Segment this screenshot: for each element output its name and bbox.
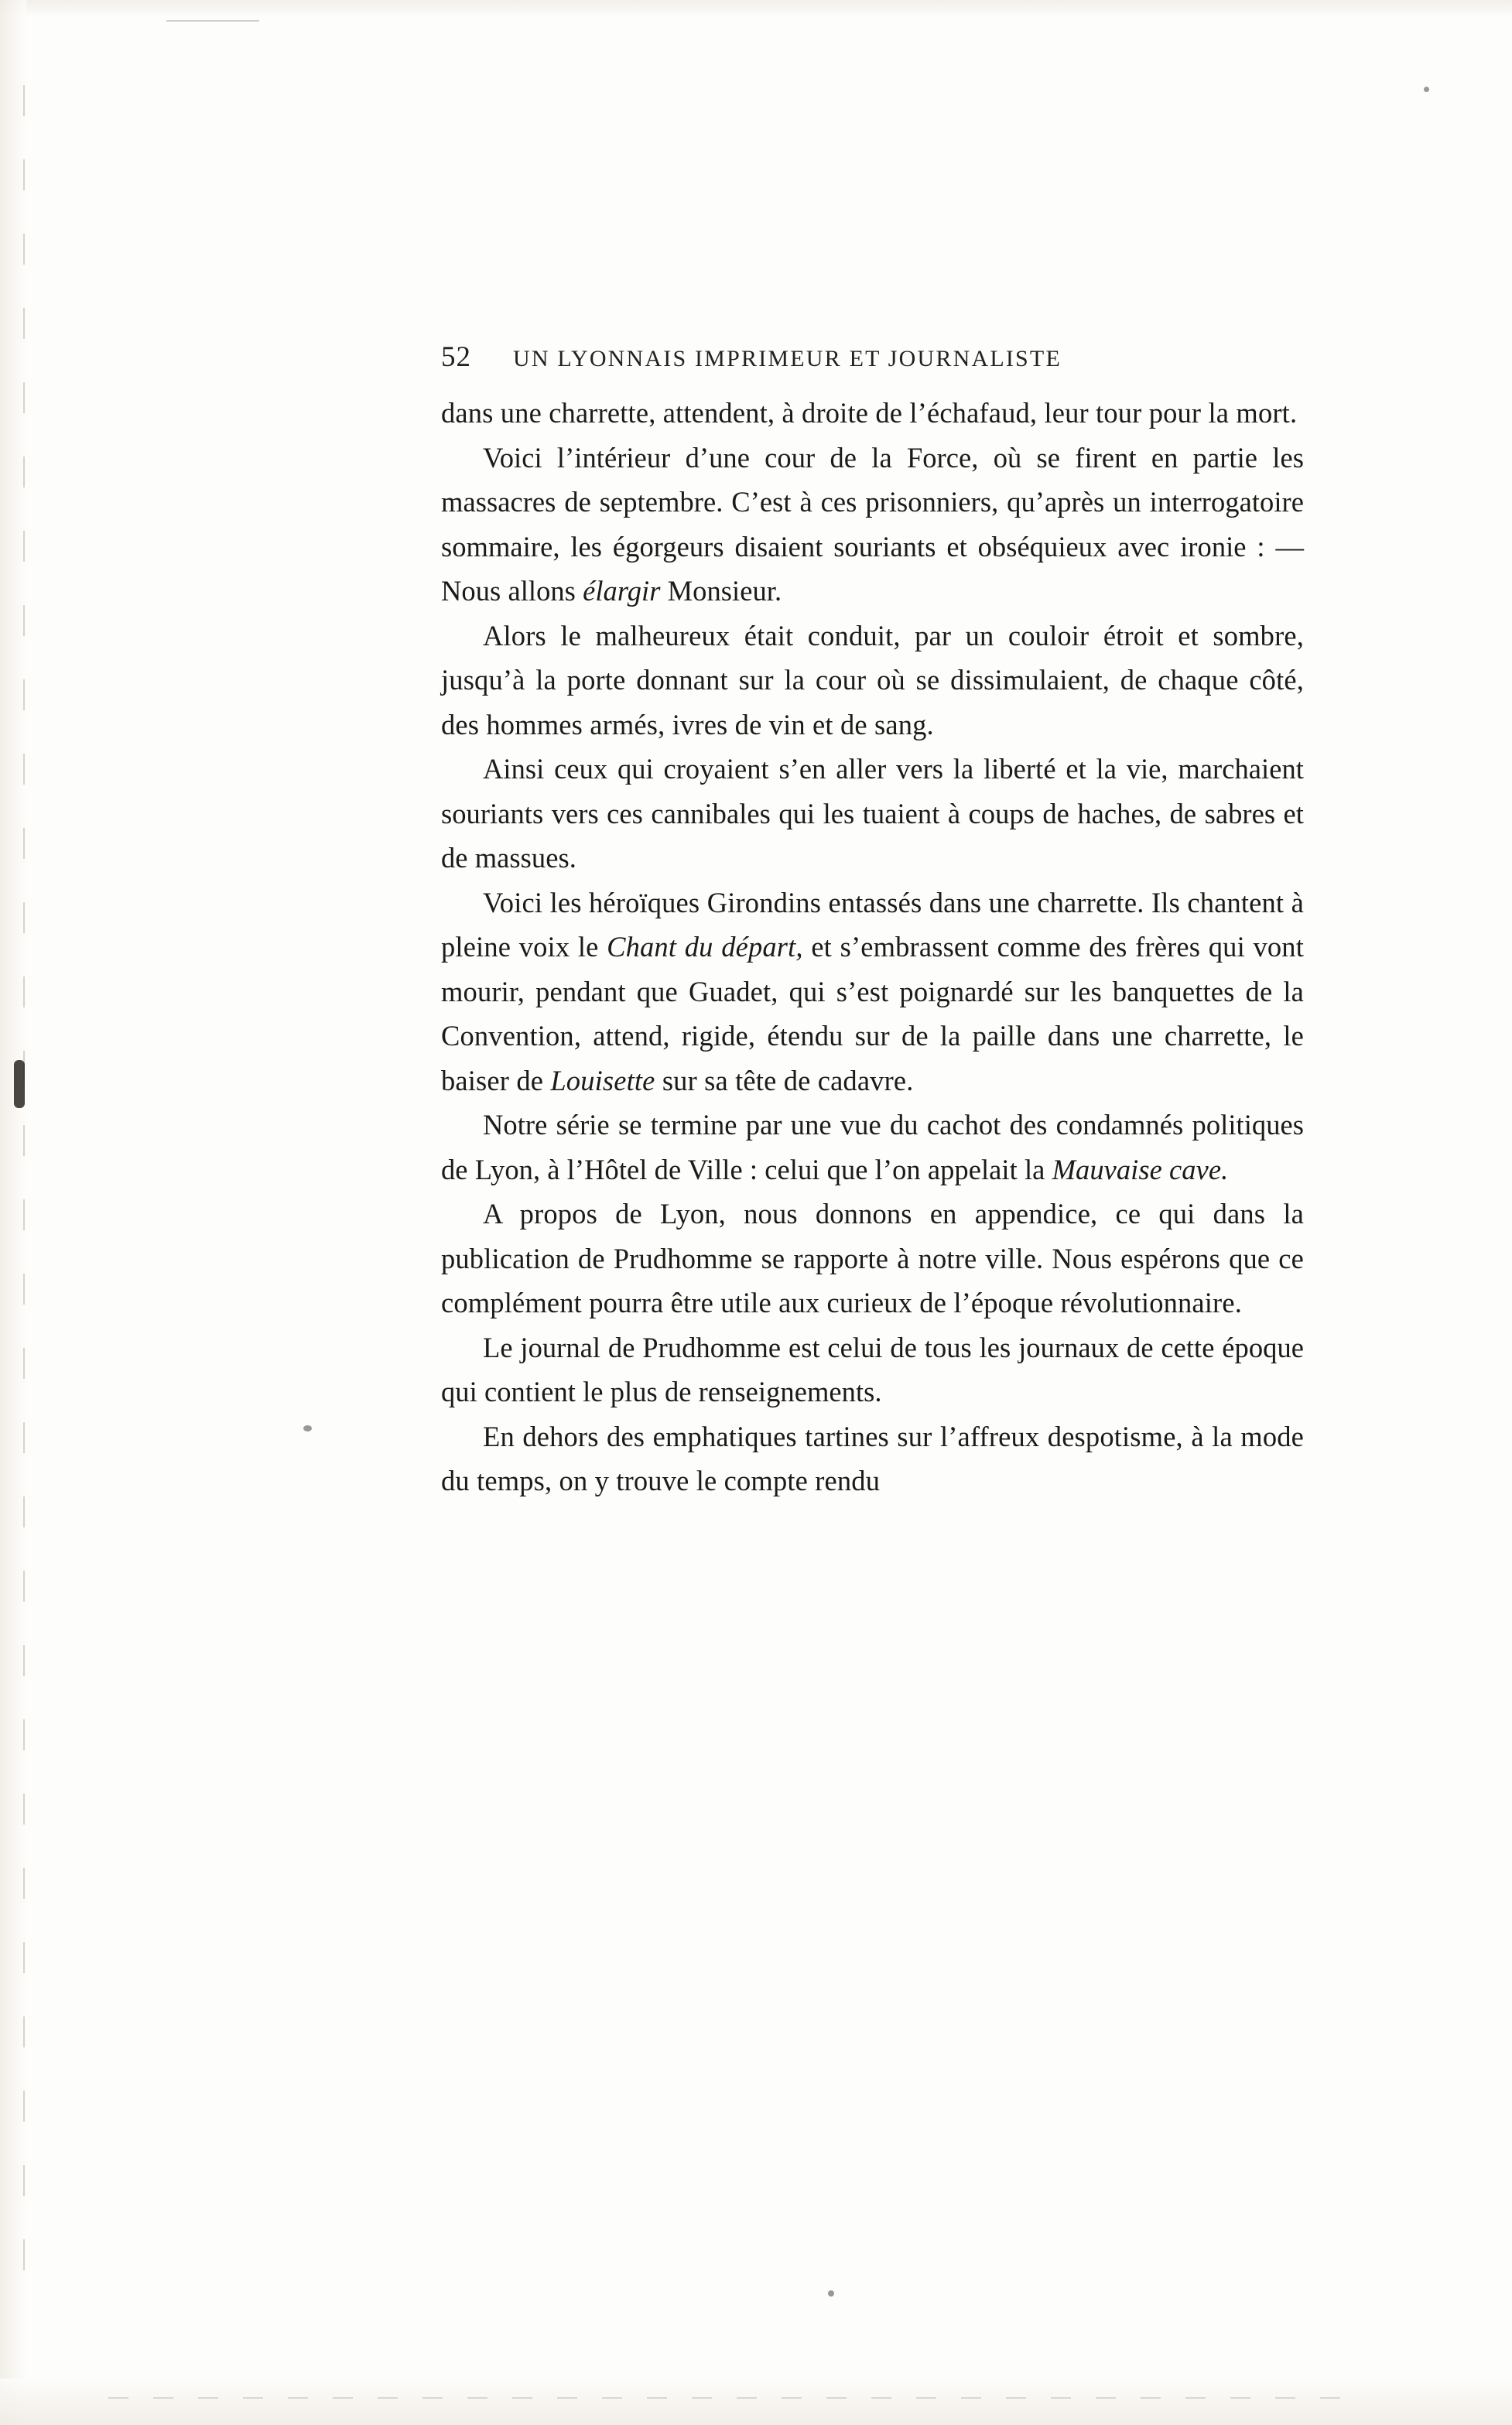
page-edge-left xyxy=(0,0,26,2425)
page-number: 52 xyxy=(441,341,471,373)
text-run: Voici les héroïques Girondins entassés dans une charrette. Ils chantent à pleine voix le xyxy=(441,886,1304,963)
page-speck xyxy=(303,1425,312,1431)
page-top-rule xyxy=(166,20,259,22)
body-paragraph xyxy=(441,1192,1304,1325)
text-run: sur sa tête de cadavre. xyxy=(655,1064,914,1096)
italic-phrase: Louisette xyxy=(550,1064,655,1096)
text-run: Monsieur. xyxy=(660,575,782,607)
italic-phrase: Chant du départ, xyxy=(607,931,803,963)
page-edge-bottom xyxy=(0,2379,1512,2425)
text-run: En dehors des emphatiques tartines sur l’affreux despotisme, à la mode du temps, on y trouve le compte rendu xyxy=(441,1420,1304,1496)
text-run: Notre série se termine par une vue du cachot des condamnés politiques de Lyon, à l’Hôtel de Ville : celui que l’on appelait la xyxy=(441,1109,1304,1185)
running-head: UN LYONNAIS IMPRIMEUR ET JOURNALISTE xyxy=(513,346,1062,371)
body-paragraph xyxy=(441,747,1304,881)
text-run: A propos de Lyon, nous donnons en appendice, ce qui dans la publication de Prudhomme se rapporte à notre ville. Nous espérons que ce complément pourra être utile aux curieux de l’époque révolutionnaire. xyxy=(441,1198,1304,1319)
text-run: dans une charrette, attendent, à droite de l’échafaud, leur tour pour la mort. xyxy=(441,397,1298,429)
margin-ink-blot xyxy=(14,1060,25,1108)
page-margin-guide xyxy=(23,85,25,2290)
text-run: Ainsi ceux qui croyaient s’en aller vers la liberté et la vie, marchaient souriants vers ces cannibales qui les tuaient à coups de haches, de sabres et de massues. xyxy=(441,753,1304,874)
body-paragraph xyxy=(441,391,1304,436)
body-paragraph xyxy=(441,1325,1304,1414)
body-paragraph xyxy=(441,1103,1304,1192)
body-paragraph xyxy=(441,881,1304,1103)
page-speck xyxy=(828,2290,834,2297)
page-speck xyxy=(1424,87,1429,92)
text-run: Le journal de Prudhomme est celui de tous les journaux de cette époque qui contient le plus de renseignements. xyxy=(441,1331,1304,1407)
text-run: Alors le malheureux était conduit, par un couloir étroit et sombre, jusqu’à la porte donnant sur la cour où se dissimulaient, de chaque côté, des hommes armés, ivres de vin et de sang. xyxy=(441,619,1304,740)
italic-phrase: Mauvaise cave. xyxy=(1052,1153,1229,1185)
text-run: et s’embrassent comme des frères qui vont mourir, pendant que Guadet, qui s’est poignardé sur les banquettes de la Convention, attend, rigide, étendu sur de la paille dans une charrette, le baiser de xyxy=(441,931,1305,1096)
body-paragraph xyxy=(441,436,1304,614)
page-header xyxy=(441,340,1308,374)
text-run: Voici l’intérieur d’une cour de la Force, où se firent en partie les massacres de septembre. C’est à ces prisonniers, qu’après un interrogatoire sommaire, les égorgeurs disaient souriants et obséquieux avec ironie : — Nous allons xyxy=(441,441,1304,607)
body-paragraph xyxy=(441,614,1304,747)
page-edge-top xyxy=(0,0,1512,17)
italic-phrase: élargir xyxy=(583,575,661,607)
page-body-text xyxy=(441,391,1304,1503)
body-paragraph xyxy=(441,1414,1304,1503)
page-bottom-rule xyxy=(108,2397,1346,2399)
